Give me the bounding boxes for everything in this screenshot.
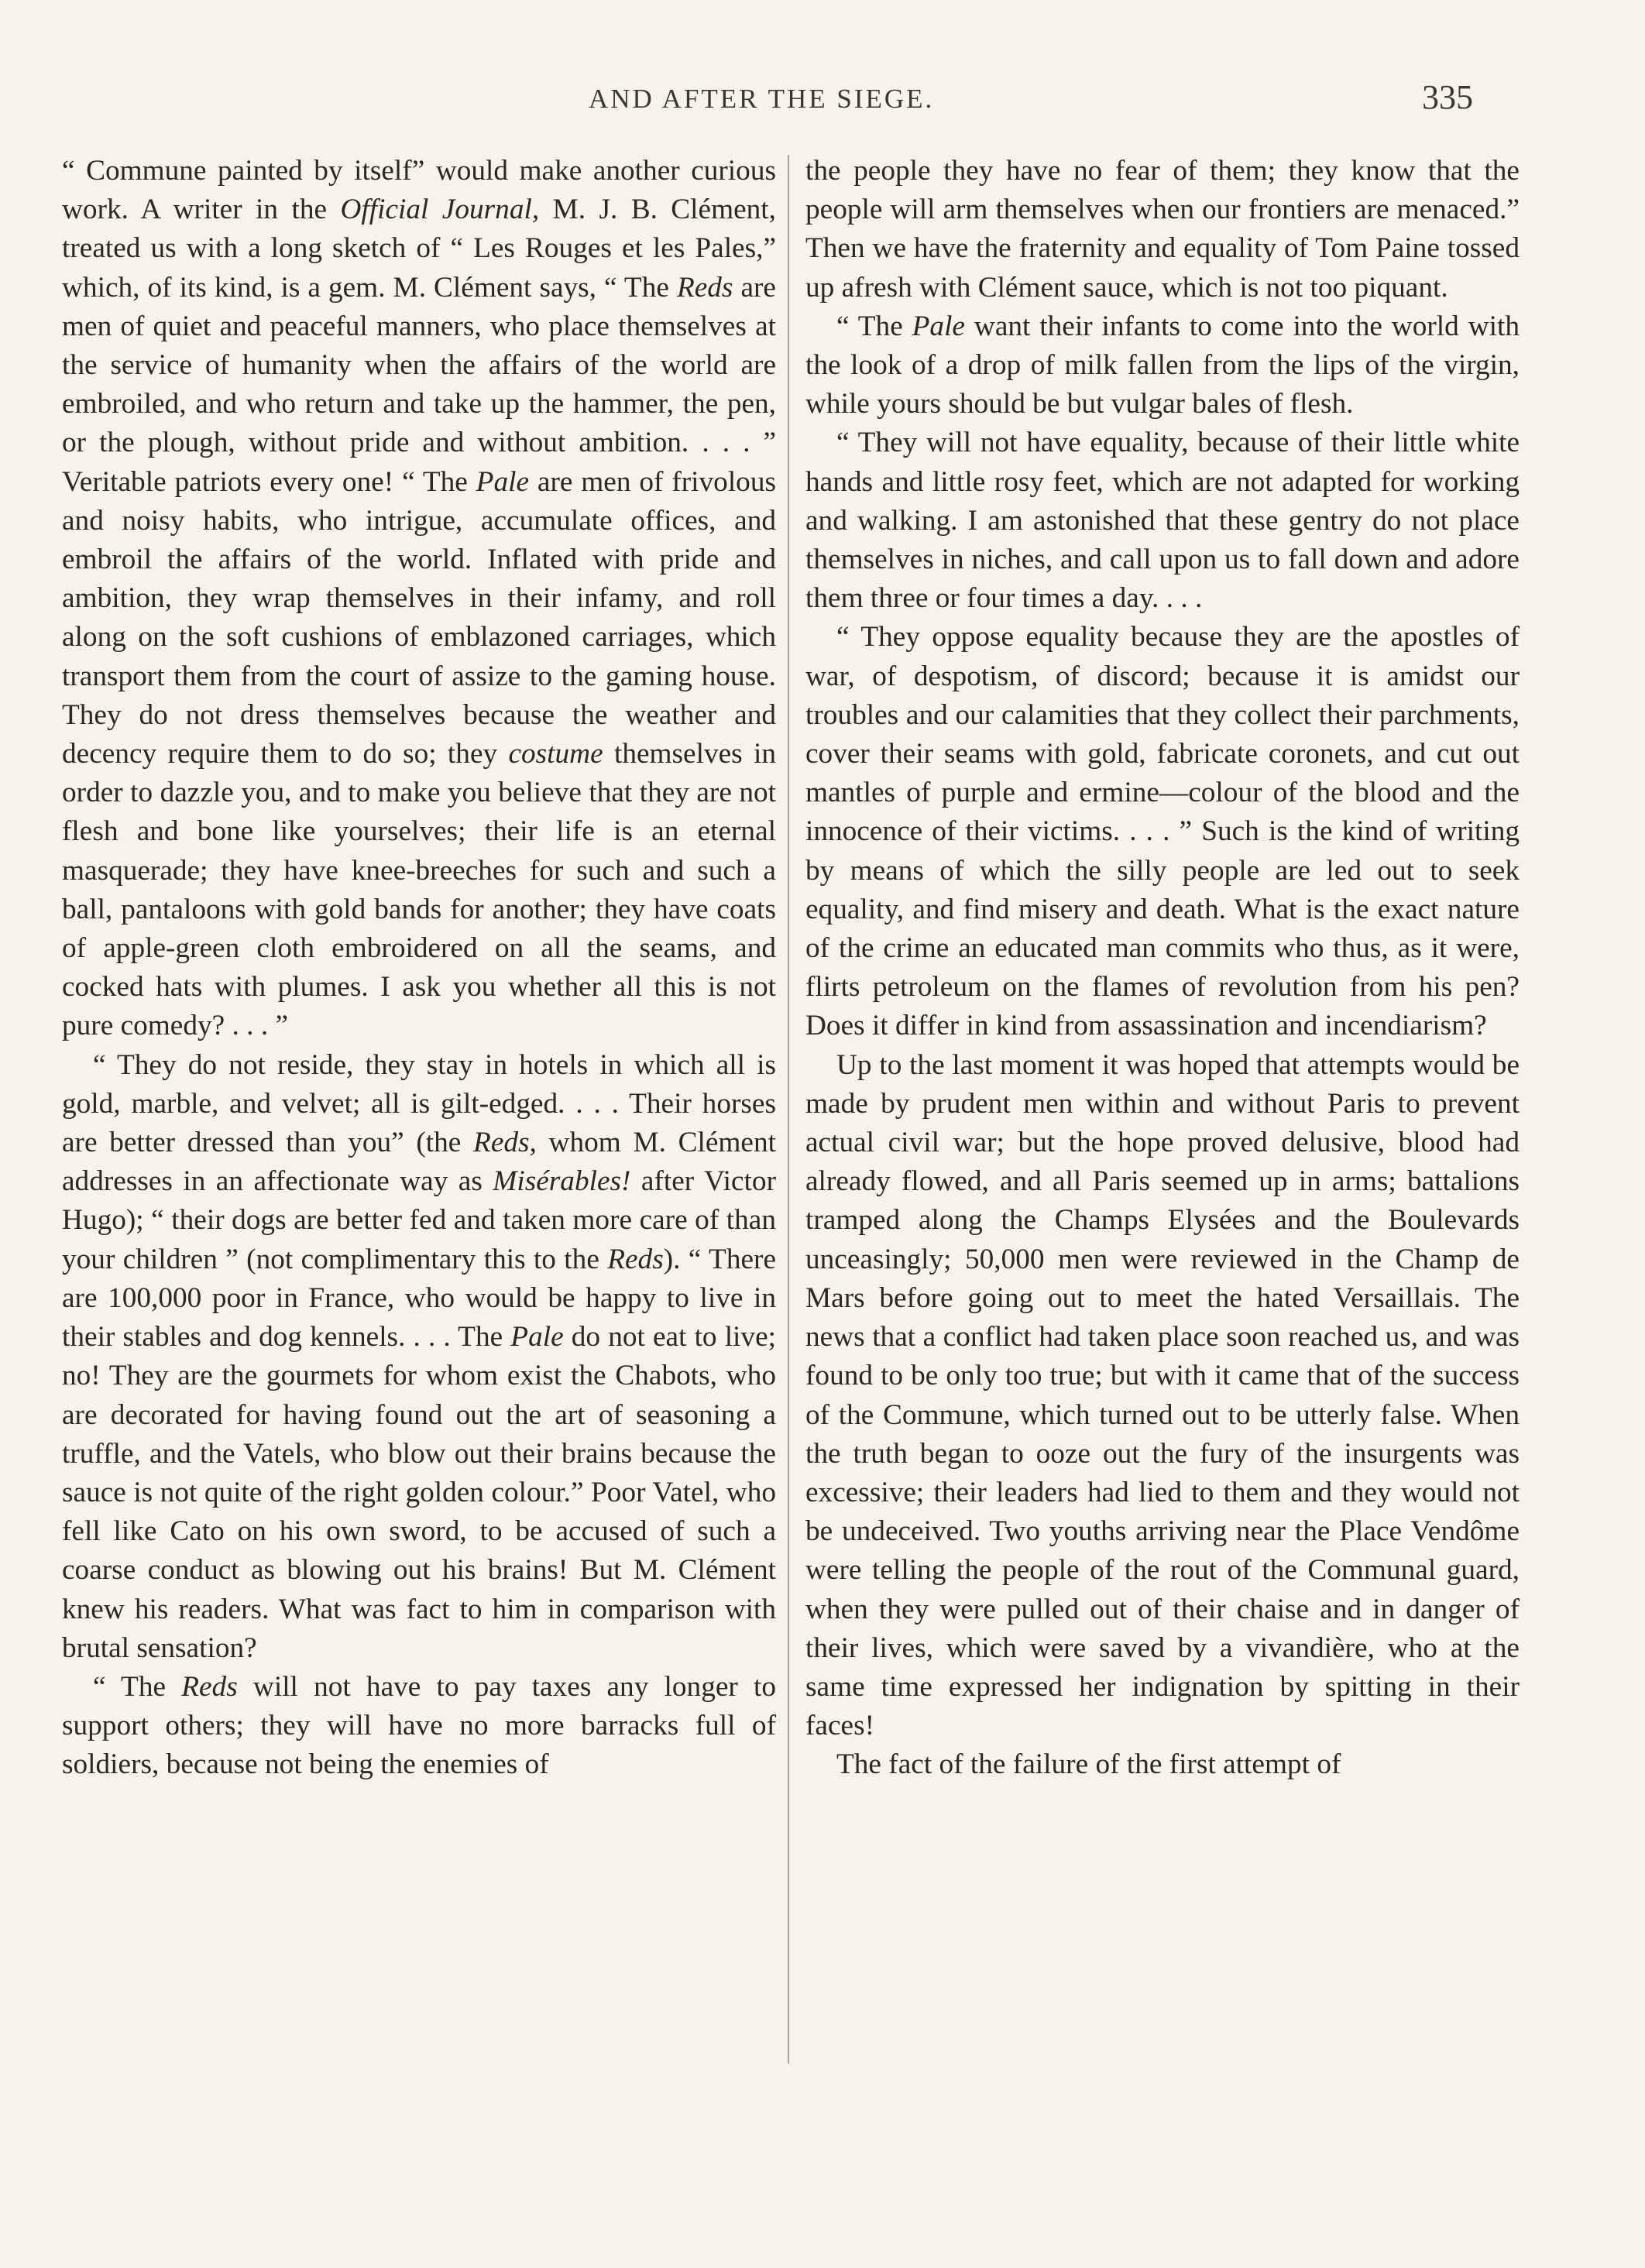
- page-number: 335: [1422, 78, 1473, 116]
- paragraph: “ The Pale want their infants to come into the world with the look of a drop of milk fallen from the lips of the virgin, while yours should be but vulgar bales of flesh.: [805, 310, 1520, 420]
- paragraph: the people they have no fear of them; they know that the people will arm themselves when our frontiers are menaced.” Then we have the fraternity and equality of Tom Paine tossed up afresh with Clément sauce, which is not too piquant.: [805, 155, 1520, 304]
- right-column: [805, 152, 1520, 2072]
- running-header: [0, 78, 1645, 130]
- running-title: AND AFTER THE SIEGE.: [589, 84, 935, 114]
- paragraph: “ The Reds will not have to pay taxes any longer to support others; they will have no more barracks full of soldiers, because not being the enemies of: [62, 1670, 776, 1781]
- paragraph: “ They oppose equality because they are the apostles of war, of despotism, of discord; because it is amidst our troubles and our calamities that they collect their parchments, cover their seams with gold, fabricate coronets, and cut out mantles of purple and ermine—colour of the blood and the innocence of their victims. . . . ” Such is the kind of writing by means of which the silly people are led out to seek equality, and find misery and death. What is the exact nature of the crime an educated man commits who thus, as it were, flirts petroleum on the flames of revolution from his pen? Does it differ in kind from assassination and incendiarism?: [805, 621, 1520, 1042]
- paragraph: “ Commune painted by itself” would make another curious work. A writer in the Official Journal, M. J. B. Clément, treated us with a long sketch of “ Les Rouges et les Pales,” which, of its kind, is a gem. M. Clément says, “ The Reds are men of quiet and peaceful manners, who place themselves at the service of humanity when the affairs of the world are embroiled, and who return and take up the hammer, the pen, or the plough, without pride and without ambition. . . . ” Veritable patriots every one! “ The Pale are men of frivolous and noisy habits, who intrigue, accumulate offices, and embroil the affairs of the world. Inflated with pride and ambition, they wrap themselves in their infamy, and roll along on the soft cushions of emblazoned carriages, which transport them from the court of assize to the gaming house. They do not dress themselves because the weather and decency require them to do so; they costume themselves in order to dazzle you, and to make you believe that they are not flesh and bone like yourselves; their life is an eternal masquerade; they have knee-breeches for such and such a ball, pantaloons with gold bands for another; they have coats of apple-green cloth embroidered on all the seams, and cocked hats with plumes. I ask you whether all this is not pure comedy? . . . ”: [62, 155, 776, 1042]
- paragraph: “ They do not reside, they stay in hotels in which all is gold, marble, and velvet; all is gilt-edged. . . . Their horses are better dressed than you” (the Reds, whom M. Clément addresses in an affectionate way as Misérables! after Victor Hugo); “ their dogs are better fed and taken more care of than your children ” (not complimentary this to the Reds). “ There are 100,000 poor in France, who would be happy to live in their stables and dog kennels. . . . The Pale do not eat to live; no! They are the gourmets for whom exist the Chabots, who are decorated for having found out the art of seasoning a truffle, and the Vatels, who blow out their brains because the sauce is not quite of the right golden colour.” Poor Vatel, who fell like Cato on his own sword, to be accused of such a coarse conduct as blowing out his brains! But M. Clément knew his readers. What was fact to him in comparison with brutal sensation?: [62, 1048, 776, 1664]
- left-column: [62, 152, 776, 2072]
- paragraph: Up to the last moment it was hoped that attempts would be made by prudent men within and without Paris to prevent actual civil war; but the hope proved delusive, blood had already flowed, and all Paris seemed up in arms; battalions tramped along the Champs Elysées and the Boulevards unceasingly; 50,000 men were reviewed in the Champ de Mars before going out to meet the hated Versaillais. The news that a conflict had taken place soon reached us, and was found to be only too true; but with it came that of the success of the Commune, which turned out to be utterly false. When the truth began to ooze out the fury of the insurgents was excessive; their leaders had lied to them and they would not be undeceived. Two youths arriving near the Place Vendôme were telling the people of the rout of the Communal guard, when they were pulled out of their chaise and in danger of their lives, which were saved by a vivandière, who at the same time expressed her indignation by spitting in their faces!: [805, 1048, 1520, 1742]
- paragraph: “ They will not have equality, because of their little white hands and little rosy feet, which are not adapted for working and walking. I am astonished that these gentry do not place themselves in niches, and call upon us to fall down and adore them three or four times a day. . . .: [805, 427, 1520, 615]
- column-divider: [788, 155, 789, 2064]
- paragraph: The fact of the failure of the first attempt of: [836, 1748, 1341, 1781]
